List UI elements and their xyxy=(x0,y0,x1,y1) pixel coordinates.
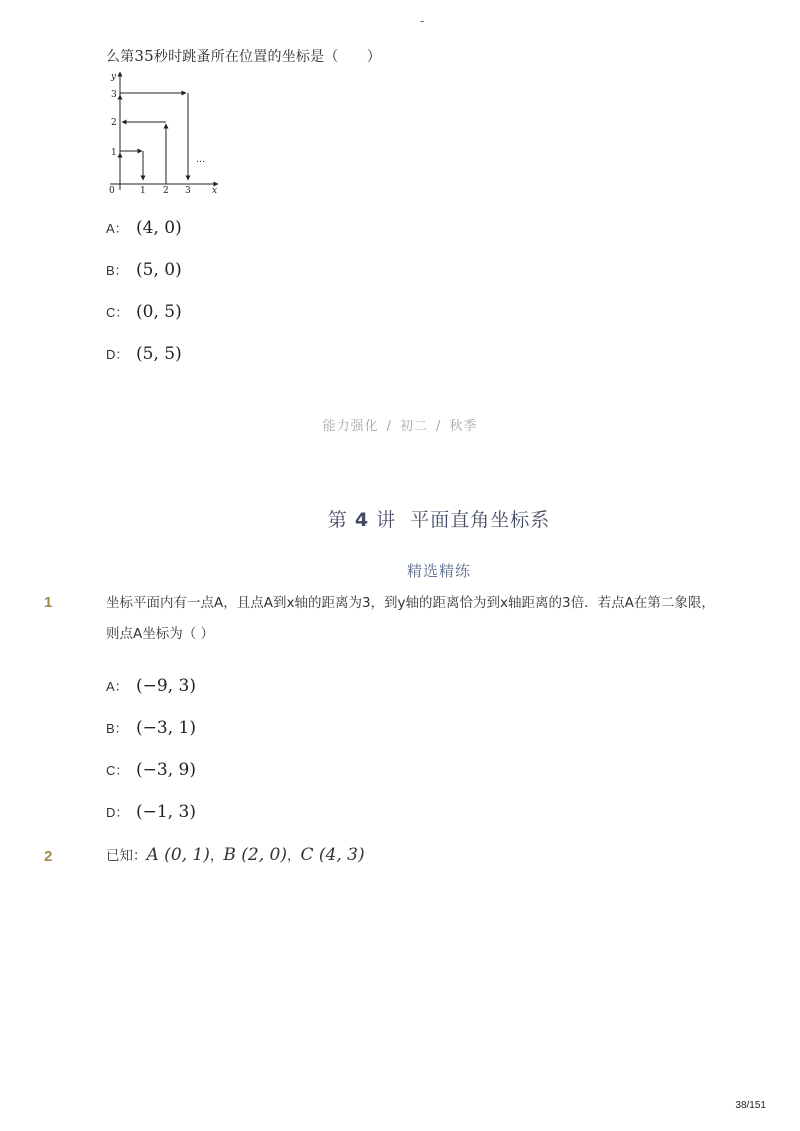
breadcrumb xyxy=(0,415,800,434)
y-axis-label: y xyxy=(111,72,117,82)
section-title: 精选精练 xyxy=(406,562,471,580)
origin-label: 0 xyxy=(109,186,115,195)
option-value: (−3, 1) xyxy=(136,718,196,738)
option-b[interactable] xyxy=(106,260,182,280)
point-a: A (0, 1) xyxy=(146,845,210,865)
q2-comma: ， xyxy=(209,848,224,864)
breadcrumb-part-2: 初二 xyxy=(399,419,428,434)
question-number-1: 1 xyxy=(44,594,53,611)
question-stem xyxy=(106,46,381,66)
lecture-title xyxy=(0,505,800,532)
option-d[interactable] xyxy=(106,344,182,364)
lecture-name: 平面直角坐标系 xyxy=(410,509,551,531)
lecture-number: 4 xyxy=(354,509,370,531)
option-label: B： xyxy=(106,263,128,278)
option-label: C： xyxy=(106,763,129,778)
breadcrumb-part-3: 秋季 xyxy=(449,419,478,434)
x-tick-3: 3 xyxy=(185,186,191,195)
stem-suffix: 秒时跳蚤所在位置的坐标是（ ） xyxy=(153,49,382,65)
lecture-prefix: 第 xyxy=(327,509,348,531)
flea-jump-figure xyxy=(100,70,225,195)
question-number-2: 2 xyxy=(44,848,53,865)
option-label: C： xyxy=(106,305,129,320)
point-b: B (2, 0) xyxy=(223,845,287,865)
q2-comma: ， xyxy=(287,848,301,864)
option-value: (4, 0) xyxy=(136,218,182,238)
breadcrumb-sep: / xyxy=(436,419,442,434)
option-label: B： xyxy=(106,721,128,736)
option-value: (−1, 3) xyxy=(136,802,196,822)
option-value: (−3, 9) xyxy=(136,760,196,780)
top-mark: - xyxy=(420,14,425,28)
option-value: (5, 0) xyxy=(136,260,182,280)
q1-option-a[interactable] xyxy=(106,676,196,696)
point-c: C (4, 3) xyxy=(300,845,365,865)
option-value: (−9, 3) xyxy=(136,676,196,696)
option-label: D： xyxy=(106,805,129,820)
page-number: 38/151 xyxy=(735,1100,766,1111)
q1-option-c[interactable] xyxy=(106,760,196,780)
x-axis-label: x xyxy=(212,186,218,195)
y-tick-2: 2 xyxy=(111,118,117,128)
option-c[interactable] xyxy=(106,302,182,322)
option-value: (5, 5) xyxy=(136,344,182,364)
q2-prefix: 已知： xyxy=(106,848,147,864)
option-label: A： xyxy=(106,221,128,236)
option-value: (0, 5) xyxy=(136,302,182,322)
q1-option-b[interactable] xyxy=(106,718,196,738)
option-label: A： xyxy=(106,679,128,694)
stem-number: 35 xyxy=(134,47,154,65)
x-tick-1: 1 xyxy=(140,186,146,195)
breadcrumb-sep: / xyxy=(386,419,392,434)
ellipsis: … xyxy=(196,155,205,165)
y-tick-3: 3 xyxy=(111,90,117,100)
option-a[interactable] xyxy=(106,218,182,238)
stem-prefix: 么第 xyxy=(106,49,135,65)
breadcrumb-part-1: 能力强化 xyxy=(322,419,379,434)
x-tick-2: 2 xyxy=(163,186,169,195)
question-1-text: 坐标平面内有一点A，且点A到x轴的距离为3，到y轴的距离恰为到x轴距离的3倍．若点A在第二象限，则点A坐标为（ ） xyxy=(106,595,715,642)
option-label: D： xyxy=(106,347,129,362)
y-tick-1: 1 xyxy=(111,148,117,158)
question-2-text xyxy=(106,840,726,872)
q1-option-d[interactable] xyxy=(106,802,196,822)
lecture-suffix: 讲 xyxy=(376,509,397,531)
